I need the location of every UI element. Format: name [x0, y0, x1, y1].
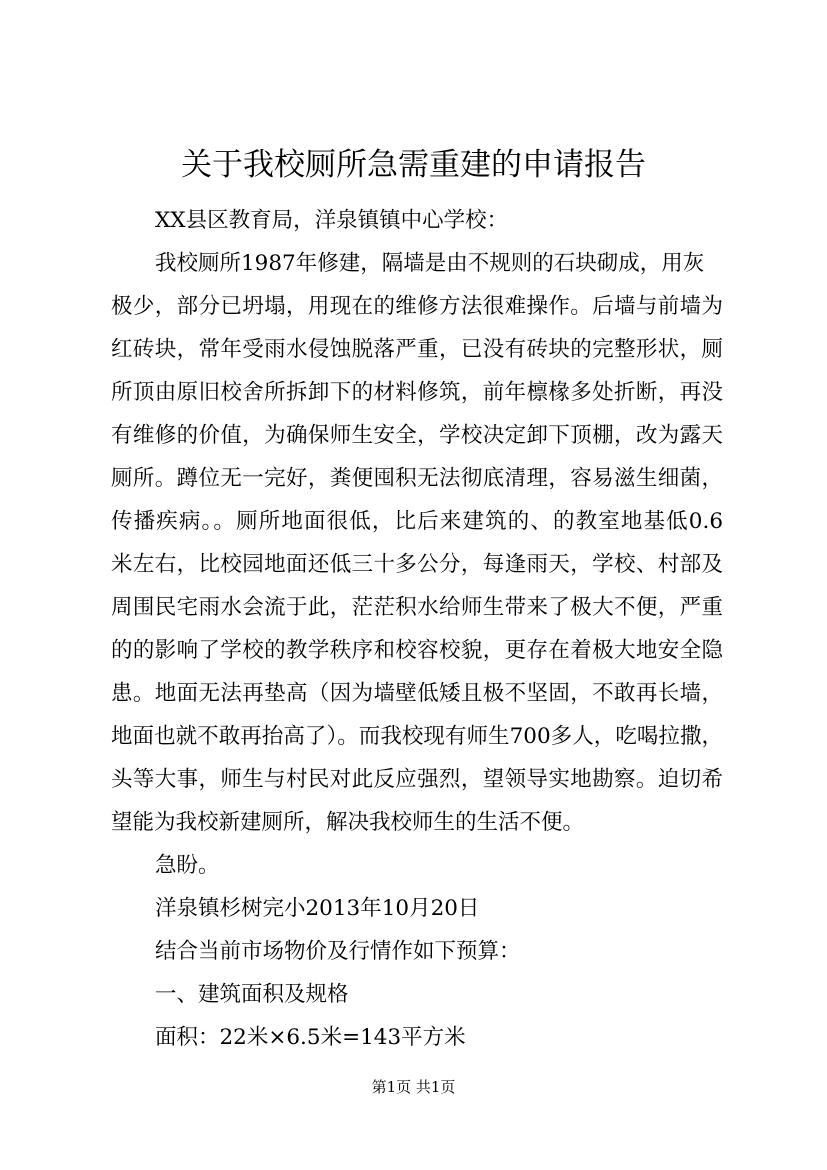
paragraph-line: 有维修的价值，为确保师生安全，学校决定卸下顶棚，改为露天	[111, 423, 723, 448]
paragraph-line: 望能为我校新建厕所，解决我校师生的生活不便。	[111, 810, 585, 835]
area-spec	[111, 1016, 723, 1059]
paragraph-line: 所顶由原旧校舍所拆卸下的材料修筑，前年檩椽多处折断，再没	[111, 380, 723, 405]
budget-intro-line: 结合当前市场物价及行情作如下预算：	[155, 939, 521, 964]
paragraph-line: 头等大事，师生与村民对此反应强烈，望领导实地勘察。迫切希	[111, 767, 723, 792]
paragraph-line: 患。地面无法再垫高（因为墙壁低矮且极不坚固，不敢再长墙，	[111, 681, 723, 706]
paragraph-line: 米左右，比校园地面还低三十多公分，每逢雨天，学校、村部及	[111, 552, 723, 577]
paragraph-line: 红砖块，常年受雨水侵蚀脱落严重，已没有砖块的完整形状，厕	[111, 337, 723, 362]
section-heading-line: 一、建筑面积及规格	[155, 982, 349, 1007]
paragraph-line: 地面也就不敢再抬高了）。而我校现有师生700多人，吃喝拉撒，	[111, 724, 723, 749]
paragraph-line: 厕所。蹲位无一完好，粪便囤积无法彻底清理，容易滋生细菌，	[111, 466, 723, 491]
document-body	[111, 199, 723, 1059]
signature-date-line: 洋泉镇杉树完小2013年10月20日	[155, 896, 480, 921]
salutation-line: XX县区教育局，洋泉镇镇中心学校：	[155, 208, 509, 233]
page-footer: 第1页 共1页	[371, 1078, 456, 1096]
closing-line: 急盼。	[155, 853, 220, 878]
paragraph-line: 周围民宅雨水会流于此，茫茫积水给师生带来了极大不便，严重	[111, 595, 723, 620]
section-heading	[111, 973, 723, 1016]
budget-intro	[111, 930, 723, 973]
closing	[111, 844, 723, 887]
document-title: 关于我校厕所急需重建的申请报告	[181, 147, 646, 183]
salutation	[111, 199, 723, 242]
signature-date	[111, 887, 723, 930]
main-paragraph	[111, 242, 723, 844]
paragraph-line: 传播疾病。。厕所地面很低，比后来建筑的、的教室地基低0.6	[111, 509, 723, 534]
area-spec-line: 面积：22米×6.5米=143平方米	[155, 1025, 466, 1050]
paragraph-line: 极少，部分已坍塌，用现在的维修方法很难操作。后墙与前墙为	[111, 294, 723, 319]
paragraph-line: 我校厕所1987年修建，隔墙是由不规则的石块砌成，用灰	[155, 251, 705, 276]
paragraph-line: 的的影响了学校的教学秩序和校容校貌，更存在着极大地安全隐	[111, 638, 723, 663]
